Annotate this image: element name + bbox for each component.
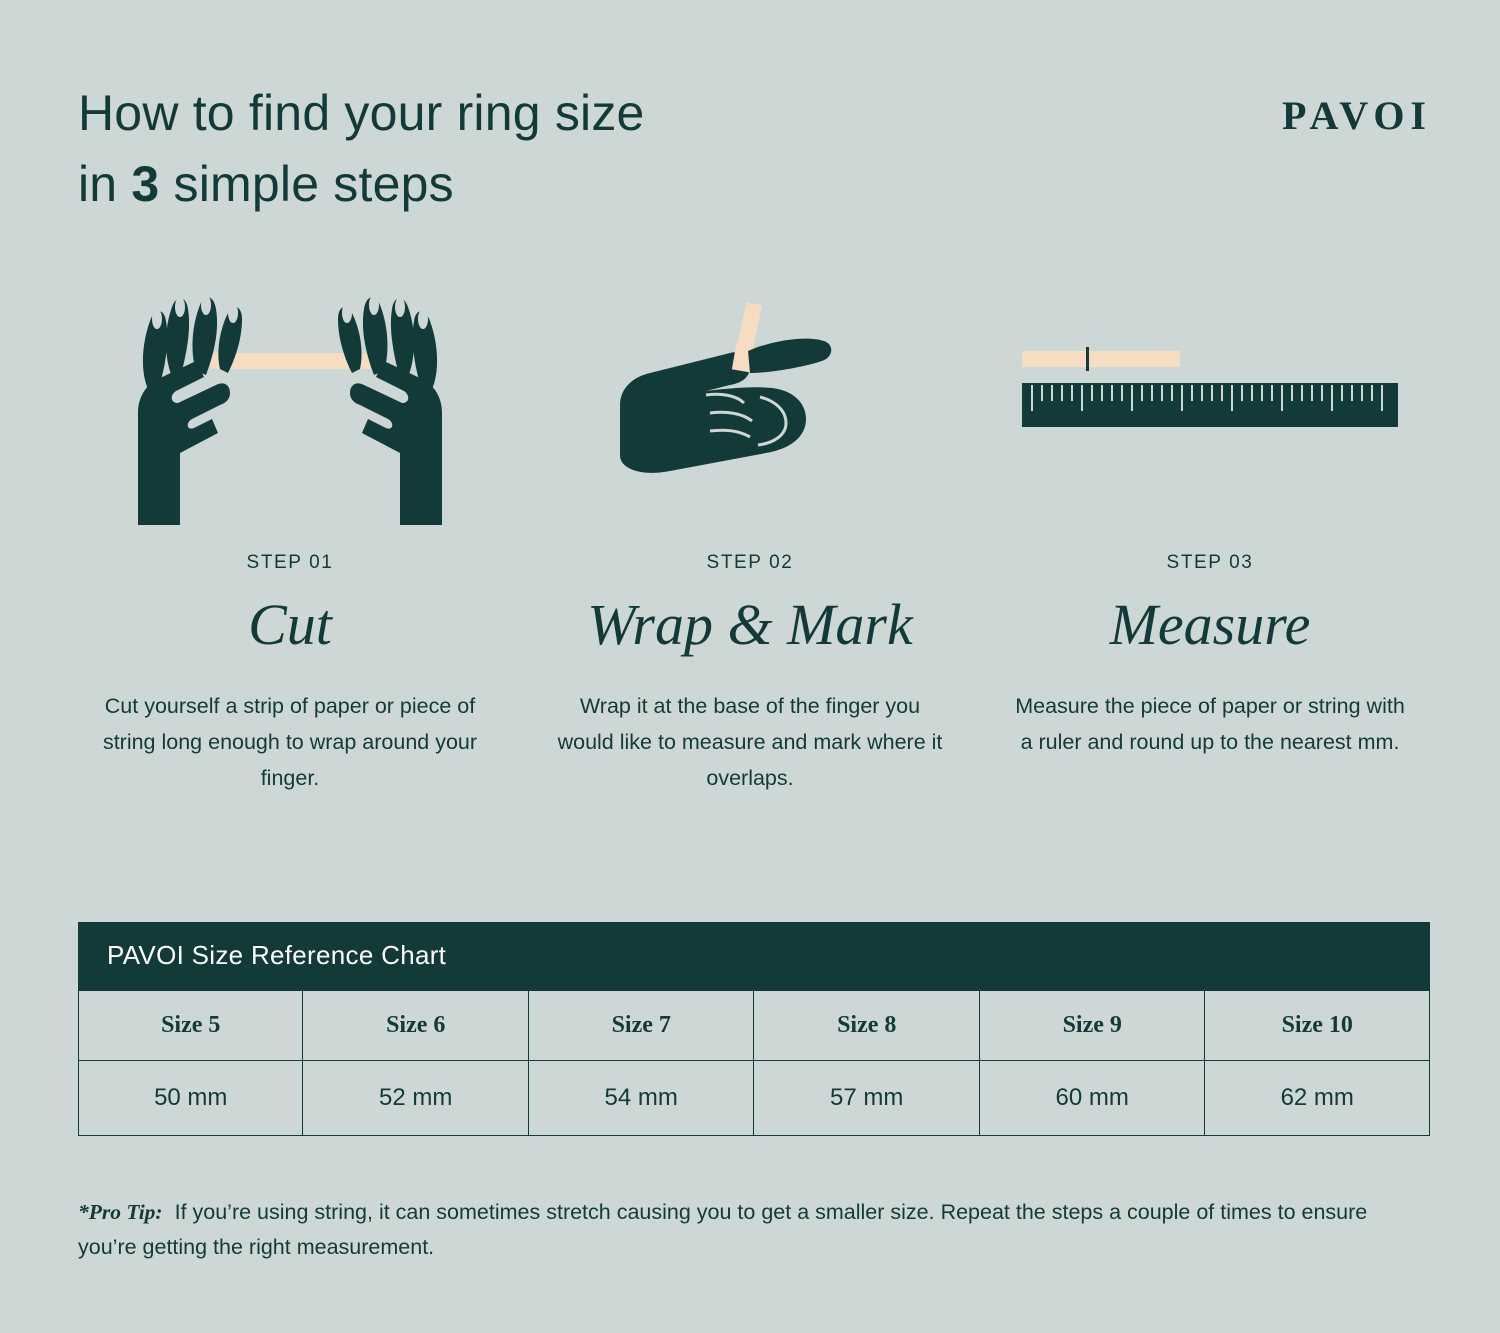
table-title: PAVOI Size Reference Chart: [79, 923, 1429, 991]
pro-tip-label: *Pro Tip:: [78, 1200, 163, 1224]
step-01-title: Cut: [248, 592, 332, 657]
table-row: [79, 1061, 1429, 1136]
step-03: [980, 280, 1440, 796]
table-column-header: Size 9: [979, 991, 1205, 1061]
steps-row: [60, 280, 1440, 796]
ruler-measuring-paper-strip-icon: [1020, 280, 1400, 530]
step-02: [520, 280, 980, 796]
table-title-row: [79, 923, 1429, 991]
table-cell-measurement: 50 mm: [79, 1061, 303, 1136]
page-title: [78, 78, 978, 220]
page-title-step-count: 3: [131, 156, 160, 212]
table-cell-measurement: 52 mm: [303, 1061, 529, 1136]
page-title-line-2-post: simple steps: [159, 156, 454, 212]
step-03-description: Measure the piece of paper or string with a ruler and round up to the nearest mm.: [1015, 694, 1405, 755]
two-hands-holding-paper-strip-icon: [100, 280, 480, 530]
pro-tip: [78, 1195, 1408, 1265]
table-column-header: Size 8: [754, 991, 980, 1061]
table-cell-measurement: 54 mm: [528, 1061, 754, 1136]
table-cell-measurement: 60 mm: [979, 1061, 1205, 1136]
size-reference-chart: [78, 922, 1430, 1136]
step-03-label: STEP 03: [1166, 552, 1254, 573]
step-02-description: Wrap it at the base of the finger you would like to measure and mark where it overlaps.: [557, 694, 943, 791]
step-01-description: Cut yourself a strip of paper or piece of string long enough to wrap around your finger.: [102, 694, 478, 791]
step-02-title: Wrap & Mark: [587, 592, 913, 657]
step-03-title: Measure: [1109, 592, 1311, 657]
table-header-row: [79, 991, 1429, 1061]
table-column-header: Size 7: [528, 991, 754, 1061]
table-column-header: Size 6: [303, 991, 529, 1061]
page-title-line-2-pre: in: [78, 156, 132, 212]
table-cell-measurement: 57 mm: [754, 1061, 980, 1136]
table-column-header: Size 10: [1205, 991, 1429, 1061]
hand-with-strip-wrapped-around-finger-icon: [610, 280, 890, 530]
step-02-label: STEP 02: [706, 552, 794, 573]
table-column-header: Size 5: [79, 991, 303, 1061]
table-cell-measurement: 62 mm: [1205, 1061, 1429, 1136]
brand-logo: PAVOI: [1282, 93, 1432, 138]
step-01: [60, 280, 520, 796]
page-title-line-2: [78, 149, 978, 220]
pro-tip-text: If you’re using string, it can sometimes stretch causing you to get a smaller size. Repeat the steps a couple of times to ensure you’re getting the right measurement.: [78, 1200, 1368, 1259]
step-01-label: STEP 01: [246, 552, 334, 573]
page-title-line-1: How to find your ring size: [78, 85, 645, 141]
